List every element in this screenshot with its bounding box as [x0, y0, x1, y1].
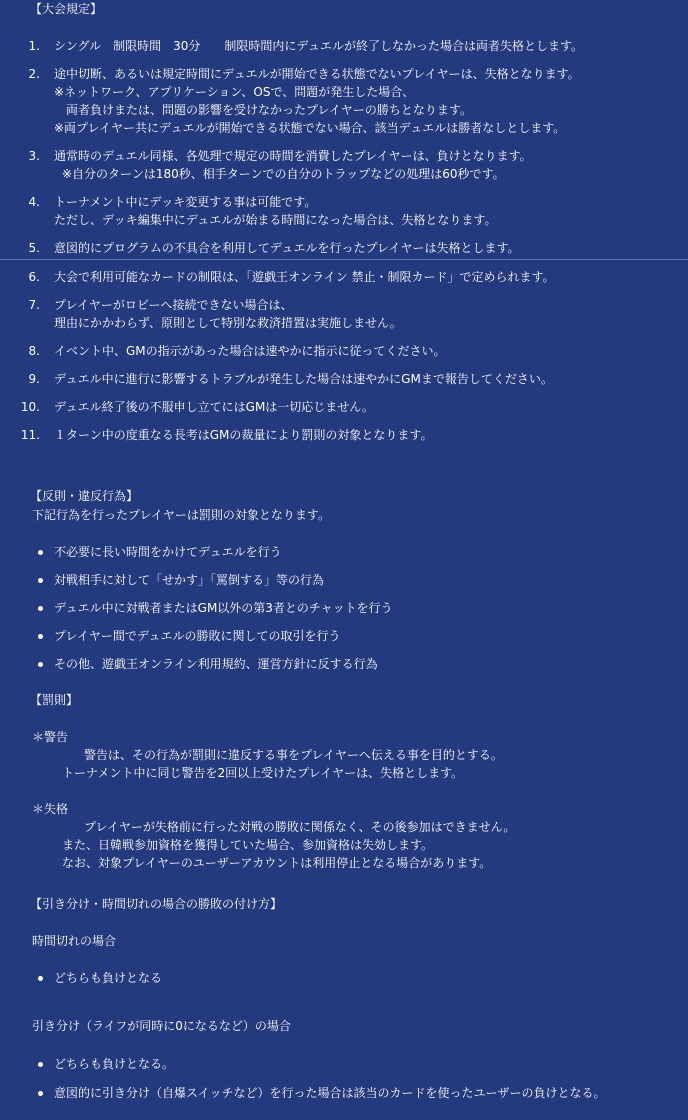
penalties-heading: 【罰則】 — [30, 693, 79, 707]
violations-heading: 【反則・違反行為】 — [30, 489, 139, 503]
rule-text: シングル 制限時間 30分 制限時間内にデュエルが終了しなかった場合は両者失格とします。 — [54, 39, 584, 53]
disqualify-text: プレイヤーが失格前に行った対戦の勝敗に関係なく、その後参加はできません。 — [84, 820, 516, 834]
rule-number: 8. — [28, 344, 40, 358]
rule-text: トーナメント中にデッキ変更する事は可能です。 — [54, 195, 317, 209]
rule-text: 大会で利用可能なカードの制限は、「遊戯王オンライン 禁止・制限カード」で定められます。 — [54, 270, 555, 284]
bullet-icon — [38, 1062, 43, 1067]
rule-text: デュエル中に進行に影響するトラブルが発生した場合は速やかにGMまで報告してください。 — [54, 372, 553, 386]
rule-note: ※ネットワーク、アプリケーション、OSで、問題が発生した場合、 — [54, 85, 415, 99]
disqualify-text: また、日韓戦参加資格を獲得していた場合、参加資格は失効します。 — [62, 838, 434, 852]
rule-text: プレイヤーがロビーへ接続できない場合は、 — [54, 298, 293, 312]
rule-number: 2. — [28, 67, 40, 81]
rule-note: ※自分のターンは180秒、相手ターンでの自分のトラップなどの処理は60秒です。 — [62, 167, 505, 181]
draw-title: 引き分け（ライフが同時に0になるなど）の場合 — [32, 1019, 291, 1033]
list-item-text: どちらも負けとなる — [54, 971, 163, 985]
list-item-text: どちらも負けとなる。 — [54, 1057, 175, 1071]
rule-text: デュエル終了後の不服申し立てにはGMは一切応じません。 — [54, 400, 375, 414]
bullet-icon — [38, 550, 43, 555]
rule-note: ※両プレイヤー共にデュエルが開始できる状態でない場合、該当デュエルは勝者なしとします。 — [54, 121, 566, 135]
rule-text: 理由にかかわらず、原則として特別な救済措置は実施しません。 — [54, 316, 402, 330]
warning-text: トーナメント中に同じ警告を2回以上受けたプレイヤーは、失格とします。 — [62, 766, 464, 780]
rule-text: １ターン中の度重なる長考はGMの裁量により罰則の対象となります。 — [54, 428, 433, 442]
bullet-icon — [38, 606, 43, 611]
list-item-text: プレイヤー間でデュエルの勝敗に関しての取引を行う — [54, 629, 341, 643]
bullet-icon — [38, 1091, 43, 1096]
list-item-text: デュエル中に対戦者またはGM以外の第3者とのチャットを行う — [54, 601, 393, 615]
rule-number: 4. — [28, 195, 40, 209]
tournament-rules-heading: 【大会規定】 — [30, 2, 103, 16]
rule-text: イベント中、GMの指示があった場合は速やかに指示に従ってください。 — [54, 344, 446, 358]
timeout-title: 時間切れの場合 — [32, 934, 117, 948]
list-item-text: 対戦相手に対して「せかす」「罵倒する」等の行為 — [54, 573, 325, 587]
rule-note: 両者負けまたは、問題の影響を受けなかったプレイヤーの勝ちとなります。 — [66, 103, 472, 117]
rule-number: 1. — [28, 39, 40, 53]
rule-text: ただし、デッキ編集中にデュエルが始まる時間になった場合は、失格となります。 — [54, 213, 497, 227]
rule-number: 10. — [20, 400, 40, 414]
list-item-text: 意図的に引き分け（自爆スイッチなど）を行った場合は該当のカードを使ったユーザーの負けとなる。 — [54, 1086, 606, 1100]
rule-number: 3. — [28, 149, 40, 163]
rule-number: 11. — [20, 428, 40, 442]
rule-number: 5. — [28, 241, 40, 255]
section-divider — [0, 259, 688, 260]
list-item-text: その他、遊戯王オンライン利用規約、運営方針に反する行為 — [54, 657, 378, 671]
rule-number: 6. — [28, 270, 40, 284]
bullet-icon — [38, 578, 43, 583]
warning-text: 警告は、その行為が罰則に違反する事をプレイヤーへ伝える事を目的とする。 — [84, 748, 503, 762]
violations-intro: 下記行為を行ったプレイヤーは罰則の対象となります。 — [32, 508, 330, 522]
rule-text: 意図的にプログラムの不具合を利用してデュエルを行ったプレイヤーは失格とします。 — [54, 241, 520, 255]
disqualify-title: ＊失格 — [32, 802, 69, 816]
warning-title: ＊警告 — [32, 730, 69, 744]
rule-text: 途中切断、あるいは規定時間にデュエルが開始できる状態でないプレイヤーは、失格となります。 — [54, 67, 580, 81]
rule-number: 9. — [28, 372, 40, 386]
list-item-text: 不必要に長い時間をかけてデュエルを行う — [54, 545, 282, 559]
disqualify-text: なお、対象プレイヤーのユーザーアカウントは利用停止となる場合があります。 — [62, 856, 492, 870]
bullet-icon — [38, 662, 43, 667]
rule-number: 7. — [28, 298, 40, 312]
rule-text: 通常時のデュエル同様、各処理で規定の時間を消費したプレイヤーは、負けとなります。 — [54, 149, 532, 163]
bullet-icon — [38, 634, 43, 639]
draw-rules-heading: 【引き分け・時間切れの場合の勝敗の付け方】 — [30, 897, 283, 911]
bullet-icon — [38, 976, 43, 981]
